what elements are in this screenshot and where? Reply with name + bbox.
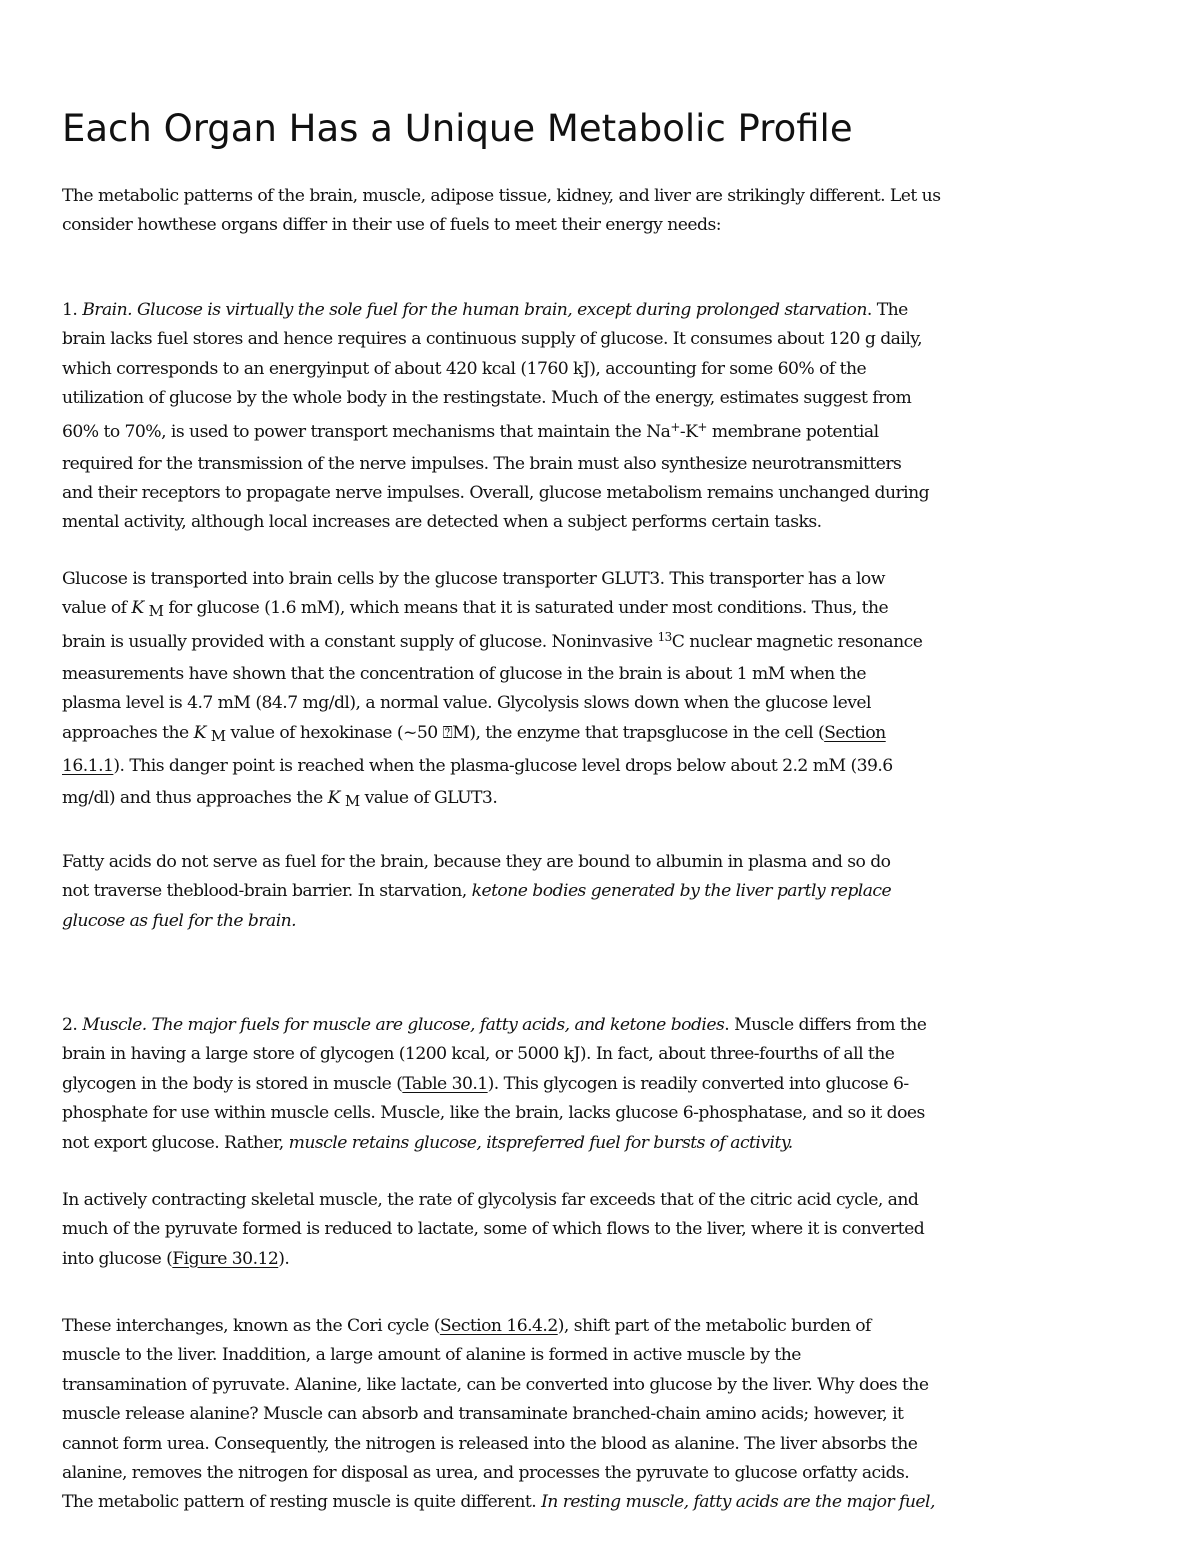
brain-paragraph-2 <box>62 565 1152 813</box>
superscript: + <box>670 419 680 434</box>
text-span: ). <box>278 1248 290 1269</box>
text-line: muscle to the liver. Inaddition, a large amount of alanine is formed in active muscle by the <box>62 1345 801 1366</box>
text-span: These interchanges, known as the Cori cycle ( <box>62 1316 440 1336</box>
text-span: mg/dl) and thus approaches the <box>62 788 328 809</box>
text-span: M), the enzyme that trapsglucose in the cell ( <box>452 722 825 743</box>
text-span: ). This glycogen is readily converted into glucose 6- <box>487 1073 909 1094</box>
text-line: alanine, removes the nitrogen for disposal as urea, and processes the pyruvate to glucose orfatty acids. <box>62 1463 910 1484</box>
km-symbol: K <box>131 598 144 619</box>
text-span: not export glucose. Rather, <box>62 1132 289 1153</box>
text-span: The metabolic pattern of resting muscle is quite different. <box>62 1492 542 1513</box>
km-subscript: M <box>148 602 164 621</box>
text-line <box>62 748 1152 784</box>
brain-paragraph-1 <box>62 296 1152 538</box>
italic-text: glucose as fuel for the brain. <box>62 910 297 931</box>
intro-paragraph <box>62 182 1152 241</box>
text-line: phosphate for use within muscle cells. Muscle, like the brain, lacks glucose 6-phosphatase, and so it does <box>62 1103 925 1124</box>
superscript: + <box>697 419 707 434</box>
text-line <box>62 1070 1152 1099</box>
text-line: cannot form urea. Consequently, the nitrogen is released into the blood as alanine. The liver absorbs the <box>62 1433 918 1454</box>
text-span: glycogen in the body is stored in muscle ( <box>62 1073 403 1094</box>
text-span: . Muscle differs from the <box>724 1015 927 1035</box>
table-link[interactable]: Table 30.1 <box>402 1073 488 1094</box>
text-span: ), shift part of the metabolic burden of <box>557 1316 871 1336</box>
text-line <box>62 784 1152 813</box>
muscle-paragraph-3 <box>62 1312 1152 1518</box>
text-line: In actively contracting skeletal muscle, the rate of glycolysis far exceeds that of the citric acid cycle, and <box>62 1190 919 1210</box>
text-line <box>62 877 1152 906</box>
figure-link[interactable]: Figure 30.12 <box>172 1248 279 1269</box>
italic-text: ketone bodies generated by the liver partly replace <box>471 881 892 902</box>
text-line <box>62 1488 1152 1517</box>
text-line: Glucose is transported into brain cells by the glucose transporter GLUT3. This transporter has a low <box>62 569 885 589</box>
text-span: C nuclear magnetic resonance <box>671 631 923 652</box>
italic-text: Muscle. The major fuels for muscle are glucose, fatty acids, and ketone bodies <box>82 1015 725 1035</box>
text-line: and their receptors to propagate nerve impulses. Overall, glucose metabolism remains unchanged during <box>62 483 930 504</box>
text-line <box>62 624 1152 660</box>
km-symbol: K <box>327 788 340 809</box>
text-line <box>62 1245 1152 1274</box>
text-span: into glucose ( <box>62 1248 173 1269</box>
text-line: Fatty acids do not serve as fuel for the brain, because they are bound to albumin in plasma and so do <box>62 852 891 872</box>
muscle-paragraph-1 <box>62 1011 1152 1158</box>
text-line <box>62 296 1152 325</box>
text-line: brain in having a large store of glycogen (1200 kcal, or 5000 kJ). In fact, about three-fourths of all the <box>62 1044 895 1065</box>
text-line: required for the transmission of the nerve impulses. The brain must also synthesize neurotransmitters <box>62 453 902 474</box>
km-subscript: M <box>210 726 226 745</box>
text-line: plasma level is 4.7 mM (84.7 mg/dl), a normal value. Glycolysis slows down when the glucose level <box>62 693 871 714</box>
text-span: 60% to 70%, is used to power transport mechanisms that maintain the Na <box>62 421 671 442</box>
text-span: membrane potential <box>706 421 879 442</box>
brain-paragraph-3 <box>62 848 1152 936</box>
italic-text: In resting muscle, fatty acids are the major fuel, <box>541 1492 935 1513</box>
text-line: utilization of glucose by the whole body in the restingstate. Much of the energy, estimates suggest from <box>62 388 912 409</box>
section-link[interactable]: 16.1.1 <box>62 756 114 777</box>
km-subscript: M <box>344 792 360 811</box>
text-line <box>62 907 1152 936</box>
text-line <box>62 1011 1152 1040</box>
list-number: 1. <box>62 300 83 320</box>
text-line <box>62 1312 1152 1341</box>
text-span: value of GLUT3. <box>359 788 498 809</box>
text-span: brain is usually provided with a constant supply of glucose. Noninvasive <box>62 631 658 652</box>
italic-text: Brain. Glucose is virtually the sole fuel for the human brain, except during prolonged starvation <box>82 300 867 320</box>
italic-text: muscle retains glucose, itspreferred fuel for bursts of activity. <box>288 1132 793 1153</box>
text-line: which corresponds to an energyinput of about 420 kcal (1760 kJ), accounting for some 60% of the <box>62 358 867 379</box>
section-link[interactable]: Section 16.4.2 <box>439 1316 558 1336</box>
text-line: The metabolic patterns of the brain, muscle, adipose tissue, kidney, and liver are strikingly different. Let us <box>62 186 941 206</box>
text-line <box>62 414 1152 450</box>
missing-glyph: ⍰ <box>442 722 453 743</box>
text-line <box>62 594 1152 623</box>
text-line: muscle release alanine? Muscle can absorb and transaminate branched-chain amino acids; however, it <box>62 1404 904 1425</box>
text-line: measurements have shown that the concentration of glucose in the brain is about 1 mM when the <box>62 663 867 684</box>
text-span: -K <box>679 421 698 442</box>
text-span: value of <box>62 598 132 619</box>
text-span: not traverse theblood-brain barrier. In starvation, <box>62 881 472 902</box>
text-span: value of hexokinase (~50 <box>225 722 443 743</box>
text-line <box>62 719 1152 748</box>
text-line: transamination of pyruvate. Alanine, like lactate, can be converted into glucose by the liver. Why does the <box>62 1374 929 1395</box>
page-title: Each Organ Has a Unique Metabolic Profile <box>62 107 853 150</box>
text-line: much of the pyruvate formed is reduced to lactate, some of which flows to the liver, where it is converted <box>62 1219 925 1240</box>
text-line <box>62 1129 1152 1158</box>
list-number: 2. <box>62 1015 83 1035</box>
text-span: approaches the <box>62 722 194 743</box>
text-line: mental activity, although local increases are detected when a subject performs certain tasks. <box>62 512 822 533</box>
text-span: for glucose (1.6 mM), which means that it is saturated under most conditions. Thus, the <box>163 598 889 619</box>
section-link[interactable]: Section <box>824 722 886 743</box>
text-span: ). This danger point is reached when the plasma-glucose level drops below about 2.2 mM (39.6 <box>113 756 893 777</box>
km-symbol: K <box>193 722 206 743</box>
text-span: . The <box>866 300 908 320</box>
text-line: consider howthese organs differ in their use of fuels to meet their energy needs: <box>62 215 721 236</box>
muscle-paragraph-2 <box>62 1186 1152 1274</box>
text-line: brain lacks fuel stores and hence requires a continuous supply of glucose. It consumes about 120 g daily, <box>62 329 923 350</box>
superscript: 13 <box>657 629 672 644</box>
